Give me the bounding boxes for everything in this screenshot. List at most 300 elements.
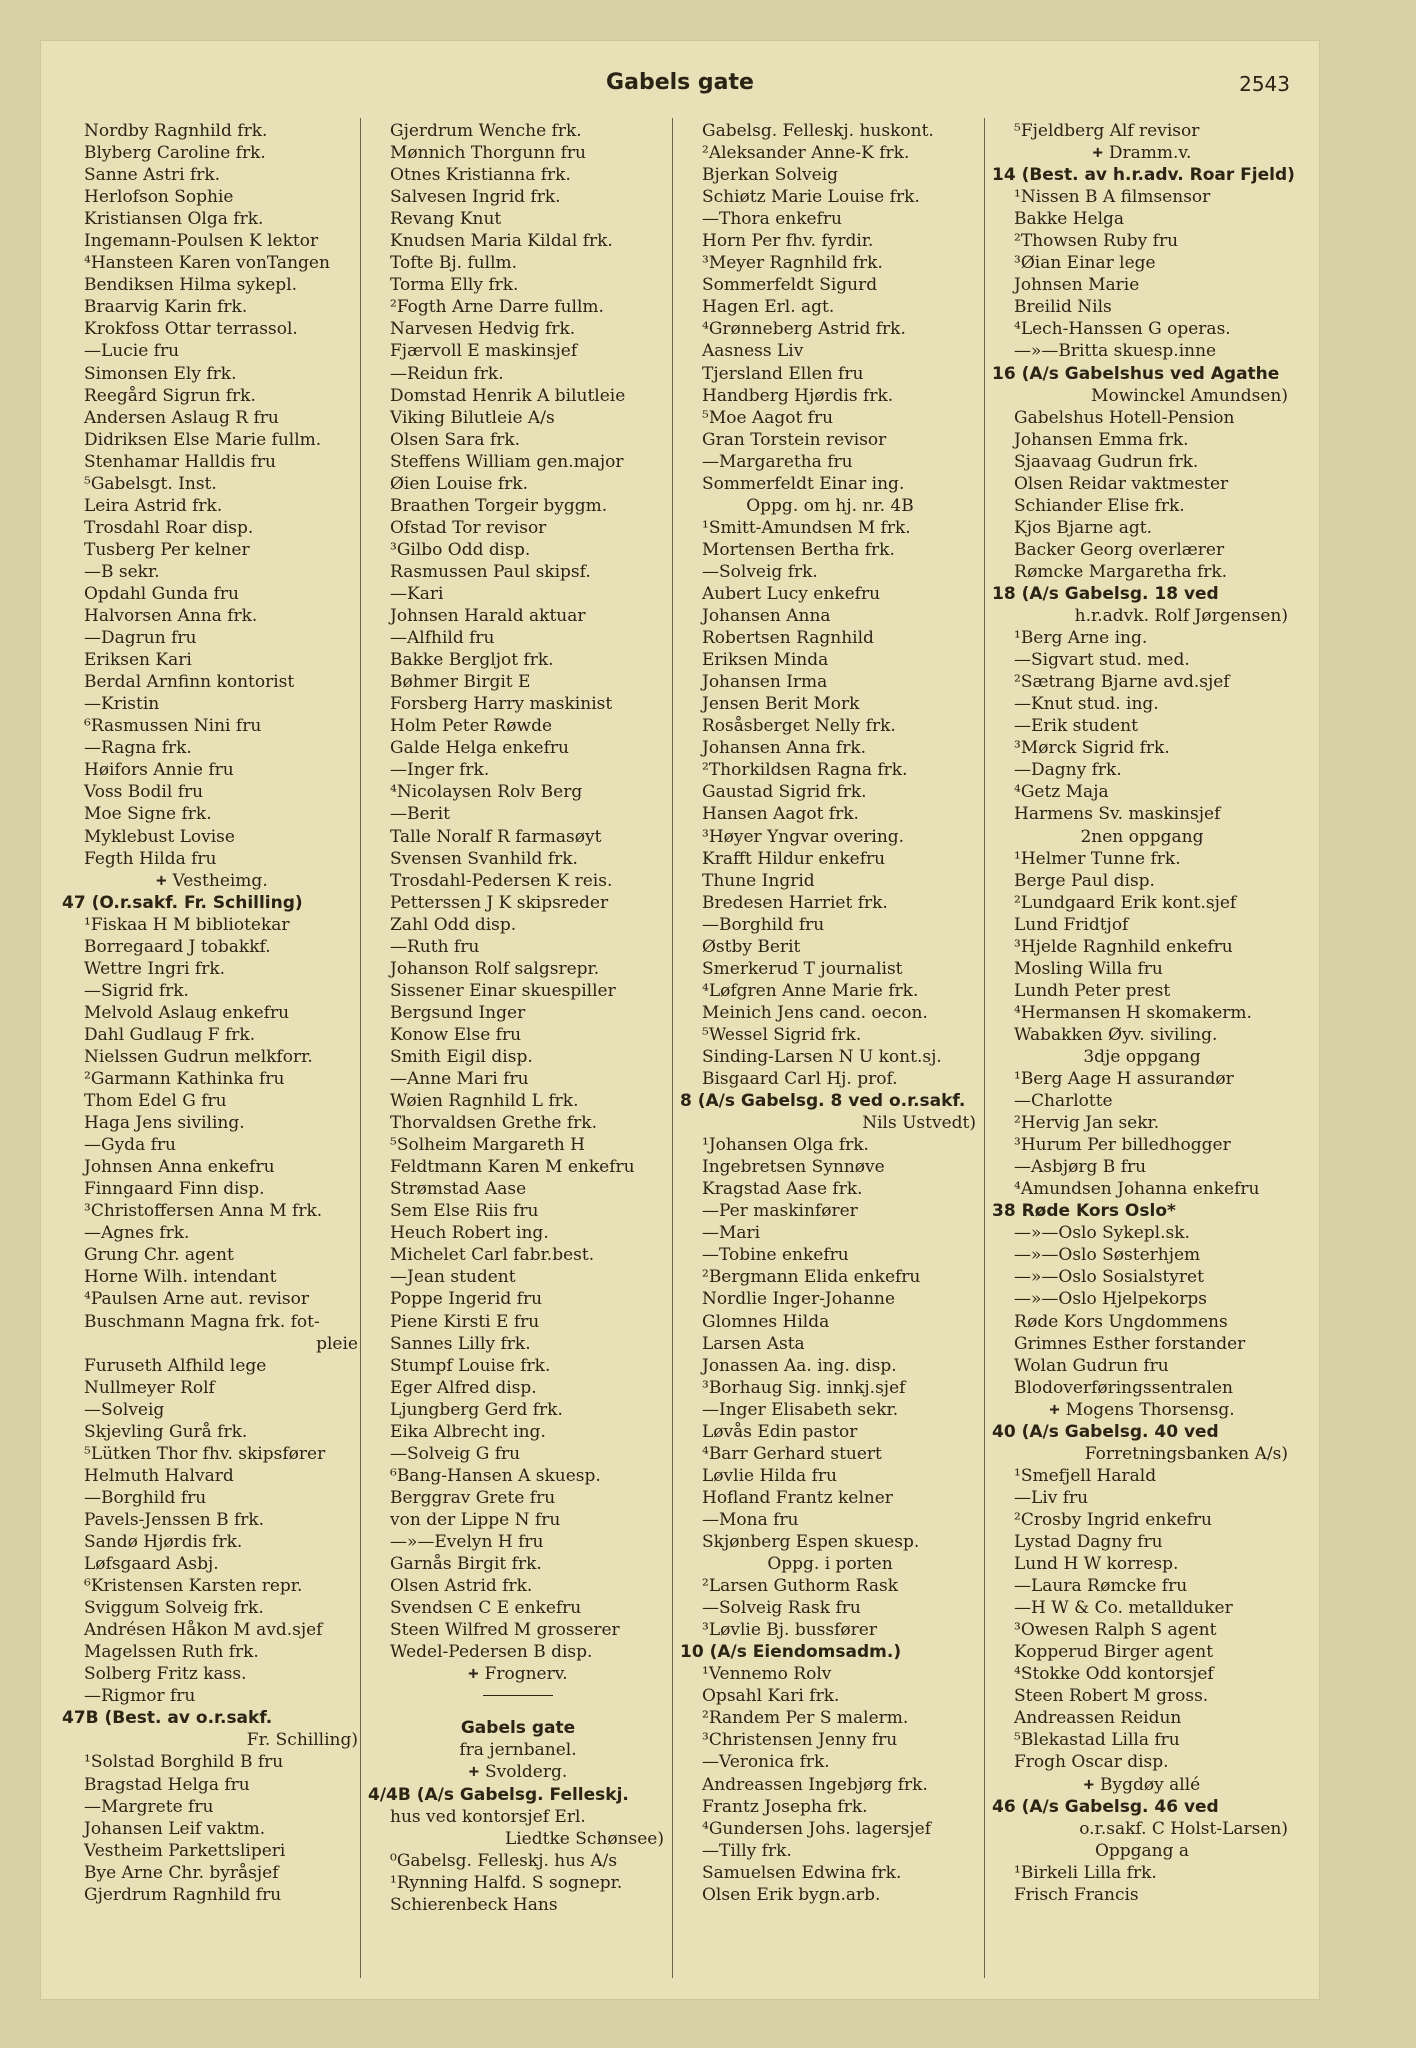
listing-entry: Nordlie Inger-Johanne <box>702 1289 896 1310</box>
listing-entry: Forsberg Harry maskinist <box>390 694 613 715</box>
listing-entry: Sinding-Larsen N U kont.sj. <box>702 1046 942 1067</box>
listing-entry: Frantz Josepha frk. <box>702 1796 868 1817</box>
listing-entry: Johansen Anna frk. <box>702 738 867 759</box>
listing-entry: ⁵Wessel Sigrid frk. <box>702 1024 862 1045</box>
listing-entry: —»—Evelyn H fru <box>390 1532 544 1552</box>
listing-entry: ⁵Solheim Margareth H <box>390 1135 585 1156</box>
listing-entry: Samuelsen Edwina frk. <box>702 1862 902 1883</box>
column-divider <box>672 118 673 1978</box>
listing-entry: —Agnes frk. <box>84 1223 190 1244</box>
listing-entry: Svensen Svanhild frk. <box>390 848 578 869</box>
listing-entry: —Mona fru <box>702 1509 799 1530</box>
listing-entry: Skjevling Gurå frk. <box>84 1421 248 1442</box>
listing-entry: —Per maskinfører <box>702 1201 858 1222</box>
listing-entry: Smerkerud T journalist <box>702 958 903 979</box>
listing-entry: Galde Helga enkefru <box>390 738 569 759</box>
listing-entry: —»—Oslo Hjelpekorps <box>1014 1289 1207 1310</box>
listing-entry: Schiander Elise frk. <box>1014 495 1185 516</box>
listing-entry: Haga Jens siviling. <box>84 1113 245 1134</box>
listing-entry: ³Christensen Jenny fru <box>702 1730 898 1751</box>
page-title: Gabels gate <box>606 70 754 95</box>
listing-entry: Breilid Nils <box>1014 297 1112 318</box>
listing-entry: ⁴Barr Gerhard stuert <box>702 1443 882 1464</box>
listing-entry: ¹Birkeli Lilla frk. <box>1014 1862 1157 1883</box>
listing-entry: ⁴Hermansen H skomakerm. <box>1014 1002 1252 1023</box>
listing-entry: Sommerfeldt Sigurd <box>702 275 878 296</box>
listing-entry: Løvås Edin pastor <box>702 1421 858 1442</box>
listing-entry: —Charlotte <box>1014 1091 1113 1112</box>
listing-entry: —Kristin <box>84 694 160 715</box>
listing-entry: ³Borhaug Sig. innkj.sjef <box>702 1377 906 1398</box>
listing-entry: Backer Georg overlærer <box>1014 539 1225 560</box>
listing-entry: Kristiansen Olga frk. <box>84 209 264 230</box>
listing-entry: Horn Per fhv. fyrdir. <box>702 231 874 252</box>
listing-entry: ²Lundgaard Erik kont.sjef <box>1014 892 1237 913</box>
listing-entry: Svendsen C E enkefru <box>390 1598 582 1619</box>
listing-entry: —Inger frk. <box>390 760 490 781</box>
listing-entry: ¹Smitt-Amundsen M frk. <box>702 517 911 538</box>
listing-entry: Hofland Frantz kelner <box>702 1487 893 1508</box>
heading-continuation: Nils Ustvedt) <box>862 1113 976 1134</box>
listing-entry: ¹Berg Aage H assurandør <box>1014 1069 1234 1090</box>
page-header <box>40 70 1320 110</box>
listing-entry: ¹Johansen Olga frk. <box>702 1135 869 1156</box>
listing-entry: Glomnes Hilda <box>702 1311 830 1332</box>
listing-entry: —Liv fru <box>1014 1487 1089 1508</box>
listing-entry: —»—Oslo Sosialstyret <box>1014 1267 1204 1288</box>
listing-entry: Simonsen Ely frk. <box>84 363 237 384</box>
listing-entry: Stenhamar Halldis fru <box>84 451 277 472</box>
listing-entry: Smith Eigil disp. <box>390 1046 533 1067</box>
listing-entry: ⁴Lech-Hanssen G operas. <box>1014 319 1231 340</box>
listing-entry: Schierenbeck Hans <box>390 1894 558 1915</box>
listing-entry: Berge Paul disp. <box>1014 870 1155 891</box>
building-heading: 46 (A/s Gabelsg. 46 ved <box>992 1796 1219 1817</box>
listing-entry: Otnes Kristianna frk. <box>390 165 571 186</box>
listing-entry: ¹Rynning Halfd. S sognepr. <box>390 1872 623 1893</box>
building-heading: 47B (Best. av o.r.sakf. <box>62 1708 273 1729</box>
listing-entry: Olsen Reidar vaktmester <box>1014 473 1229 494</box>
listing-entry: Domstad Henrik A bilutleie <box>390 385 626 406</box>
listing-entry: Helmuth Halvard <box>84 1465 234 1486</box>
listing-entry: Mønnich Thorgunn fru <box>390 143 586 164</box>
listing-entry: —Veronica frk. <box>702 1752 830 1773</box>
listing-entry: Eika Albrecht ing. <box>390 1421 546 1442</box>
listing-entry: Konow Else fru <box>390 1024 522 1045</box>
listing-entry: Fjærvoll E maskinsjef <box>390 341 578 362</box>
column-divider <box>984 118 985 1978</box>
listing-entry: Løvlie Hilda fru <box>702 1465 837 1486</box>
listing-entry: Larsen Asta <box>702 1333 805 1354</box>
listing-entry: —Solveig <box>84 1399 165 1420</box>
listing-entry: Dahl Gudlaug F frk. <box>84 1024 256 1045</box>
listing-entry: ²Larsen Guthorm Rask <box>702 1576 899 1597</box>
building-heading: 8 (A/s Gabelsg. 8 ved o.r.sakf. <box>680 1091 966 1112</box>
building-heading: 40 (A/s Gabelsg. 40 ved <box>992 1421 1219 1442</box>
listing-entry: Opdahl Gunda fru <box>84 583 239 604</box>
listing-entry: —Ruth fru <box>390 936 480 957</box>
listing-entry: Gjerdrum Ragnhild fru <box>84 1884 282 1905</box>
listing-entry: —Margrete fru <box>84 1796 214 1817</box>
listing-entry: Solberg Fritz kass. <box>84 1664 247 1685</box>
listing-entry: —»—Britta skuesp.inne <box>1014 341 1217 362</box>
listing-entry: Fegth Hilda fru <box>84 848 217 869</box>
cross-street: + Frognerv. <box>368 1663 668 1685</box>
listing-entry: Lund Fridtjof <box>1014 914 1129 935</box>
listing-entry: Nullmeyer Rolf <box>84 1377 215 1398</box>
listing-entry: Krafft Hildur enkefru <box>702 848 886 869</box>
listing-entry: Andrésen Håkon M avd.sjef <box>84 1620 323 1641</box>
listing-entry: ²Randem Per S malerm. <box>702 1708 909 1729</box>
building-heading: 16 (A/s Gabelshus ved Agathe <box>992 363 1280 384</box>
building-heading: 38 Røde Kors Oslo* <box>992 1201 1176 1222</box>
listing-entry: Wabakken Øyv. siviling. <box>1014 1024 1218 1045</box>
listing-entry: Mortensen Bertha frk. <box>702 539 895 560</box>
listing-entry: Bredesen Harriet frk. <box>702 892 888 913</box>
stairway-note: Oppg. i porten <box>767 1554 893 1575</box>
cross-street: + Dramm.v. <box>992 142 1292 164</box>
listing-entry: Bye Arne Chr. byråsjef <box>84 1862 279 1883</box>
building-heading: 10 (A/s Eiendomsadm.) <box>680 1642 902 1663</box>
listing-entry: Jensen Berit Mork <box>702 694 860 715</box>
building-heading: 18 (A/s Gabelsg. 18 ved <box>992 583 1219 604</box>
listing-entry: Braarvig Karin frk. <box>84 297 248 318</box>
listing-entry: hus ved kontorsjef Erl. <box>390 1806 586 1827</box>
listing-entry: Michelet Carl fabr.best. <box>390 1245 595 1266</box>
listing-entry: Bøhmer Birgit E <box>390 672 531 693</box>
listing-entry: ⁵Moe Aagot fru <box>702 407 834 428</box>
listing-entry: Andreassen Reidun <box>1014 1708 1182 1729</box>
heading-continuation: Fr. Schilling) <box>246 1730 358 1751</box>
listing-entry: —Lucie fru <box>84 341 180 362</box>
listing-entry: ²Thorkildsen Ragna frk. <box>702 760 908 781</box>
cross-street: + Bygdøy allé <box>992 1774 1292 1796</box>
stairway-note: fra jernbanel. <box>459 1740 577 1761</box>
listing-entry: Berdal Arnfinn kontorist <box>84 672 295 693</box>
listing-entry: ²Bergmann Elida enkefru <box>702 1267 921 1288</box>
listing-entry: Steen Wilfred M grosserer <box>390 1620 620 1641</box>
listing-entry: Gabelsg. Felleskj. huskont. <box>702 121 934 141</box>
cross-street: + Mogens Thorsensg. <box>992 1399 1292 1421</box>
heading-continuation: Mowinckel Amundsen) <box>1091 385 1288 406</box>
listing-entry: Blodoverføringssentralen <box>1014 1377 1233 1398</box>
listing-entry: ⁴Hansteen Karen vonTangen <box>84 253 330 274</box>
listing-entry: —Ragna frk. <box>84 738 192 759</box>
listing-entry: ²Aleksander Anne-K frk. <box>702 143 910 164</box>
listing-entry: Melvold Aslaug enkefru <box>84 1002 290 1023</box>
listing-entry: —Knut stud. ing. <box>1014 694 1159 715</box>
listing-entry: Trosdahl-Pedersen K reis. <box>390 870 613 891</box>
listing-entry: Moe Signe frk. <box>84 804 212 825</box>
listing-entry: ⁴Getz Maja <box>1014 782 1109 803</box>
listing-entry: ⁴Gundersen Johs. lagersjef <box>702 1818 932 1839</box>
listing-entry: ²Sætrang Bjarne avd.sjef <box>1014 672 1230 693</box>
listing-entry: Tjersland Ellen fru <box>702 363 864 384</box>
listing-entry: Sissener Einar skuespiller <box>390 980 616 1001</box>
listing-entry: Sannes Lilly frk. <box>390 1333 531 1354</box>
listing-entry: Eriksen Minda <box>702 650 829 671</box>
listing-entry: ³Løvlie Bj. bussfører <box>702 1620 877 1641</box>
listing-entry: Feldtmann Karen M enkefru <box>390 1157 635 1178</box>
listing-entry: Løfsgaard Asbj. <box>84 1554 219 1575</box>
listing-entry: Opsahl Kari frk. <box>702 1686 840 1707</box>
listing-entry: Ingemann-Poulsen K lektor <box>84 231 319 252</box>
listing-entry: Stumpf Louise frk. <box>390 1355 551 1376</box>
listing-entry: Gabelshus Hotell-Pension <box>1014 407 1235 428</box>
street-heading: Gabels gate <box>460 1718 576 1739</box>
listing-entry: Holm Peter Røwde <box>390 716 553 737</box>
listing-entry: —Inger Elisabeth sekr. <box>702 1399 899 1420</box>
listing-entry: Heuch Robert ing. <box>390 1223 549 1244</box>
listing-entry: Thom Edel G fru <box>84 1091 227 1112</box>
listing-entry: Lund H W korresp. <box>1014 1554 1179 1575</box>
listing-entry: Garnås Birgit frk. <box>390 1554 542 1575</box>
listing-entry: Sjaavaag Gudrun frk. <box>1014 451 1199 472</box>
listing-entry: Halvorsen Anna frk. <box>84 606 258 627</box>
listing-entry: Ingebretsen Synnøve <box>702 1157 885 1178</box>
listing-entry: Tofte Bj. fullm. <box>390 253 518 274</box>
listing-entry: Narvesen Hedvig frk. <box>390 319 576 340</box>
listing-entry: —»—Oslo Søsterhjem <box>1014 1245 1201 1266</box>
listing-entry: Johansen Emma frk. <box>1014 429 1189 450</box>
listing-entry: Pavels-Jenssen B frk. <box>84 1509 265 1530</box>
listing-entry: Skjønberg Espen skuesp. <box>702 1532 920 1552</box>
listing-entry: Lystad Dagny fru <box>1014 1532 1163 1552</box>
listing-entry: Sem Else Riis fru <box>390 1201 539 1222</box>
listing-entry: Ofstad Tor revisor <box>390 517 547 538</box>
listing-entry: ³Hjelde Ragnhild enkefru <box>1014 936 1233 957</box>
building-heading: 47 (O.r.sakf. Fr. Schilling) <box>62 892 303 913</box>
listing-entry: ¹Smefjell Harald <box>1014 1465 1157 1486</box>
listing-entry: ⁵Lütken Thor fhv. skipsfører <box>84 1443 326 1464</box>
column-3 <box>680 120 980 1906</box>
listing-entry: Gjerdrum Wenche frk. <box>390 121 582 141</box>
column-4 <box>992 120 1295 1906</box>
section-rule <box>368 1695 668 1717</box>
listing-entry: Borregaard J tobakkf. <box>84 936 271 957</box>
listing-entry: von der Lippe N fru <box>390 1509 561 1530</box>
listing-entry: Aubert Lucy enkefru <box>702 583 881 604</box>
listing-entry: —Mari <box>702 1223 761 1244</box>
listing-entry: —Borghild fru <box>84 1487 207 1508</box>
listing-entry: Steen Robert M gross. <box>1014 1686 1209 1707</box>
listing-entry: —»—Oslo Sykepl.sk. <box>1014 1223 1190 1244</box>
listing-entry: Bjerkan Solveig <box>702 165 839 186</box>
listing-entry: Bisgaard Carl Hj. prof. <box>702 1069 898 1090</box>
listing-entry: Øien Louise frk. <box>390 473 529 494</box>
listing-entry: ³Mørck Sigrid frk. <box>1014 738 1170 759</box>
listing-entry: Jonassen Aa. ing. disp. <box>702 1355 897 1376</box>
listing-entry: —Laura Rømcke fru <box>1014 1576 1188 1597</box>
listing-entry: Didriksen Else Marie fullm. <box>84 429 322 450</box>
listing-entry: Voss Bodil fru <box>84 782 204 803</box>
listing-entry: Wolan Gudrun fru <box>1014 1355 1169 1376</box>
listing-entry: Kragstad Aase frk. <box>702 1179 863 1200</box>
listing-entry: Andreassen Ingebjørg frk. <box>702 1774 928 1795</box>
listing-entry: ⁵Fjeldberg Alf revisor <box>1014 121 1200 141</box>
listing-entry: —Solveig frk. <box>702 561 818 582</box>
listing-entry: Ljungberg Gerd frk. <box>390 1399 563 1420</box>
listing-entry: Zahl Odd disp. <box>390 914 517 935</box>
listing-entry: Blyberg Caroline frk. <box>84 143 266 164</box>
listing-entry: —Margaretha fru <box>702 451 853 472</box>
listing-entry: ⁰Gabelsg. Felleskj. hus A/s <box>390 1850 618 1871</box>
listing-entry: —Solveig G fru <box>390 1443 521 1464</box>
page-number: 2543 <box>1239 72 1290 96</box>
listing-entry: —Sigvart stud. med. <box>1014 650 1190 671</box>
listing-entry: ⁴Løfgren Anne Marie frk. <box>702 980 919 1001</box>
listing-entry: Trosdahl Roar disp. <box>84 517 254 538</box>
listing-entry: Revang Knut <box>390 209 502 230</box>
listing-entry: —Anne Mari fru <box>390 1069 529 1090</box>
listing-entry: ⁶Kristensen Karsten repr. <box>84 1576 303 1597</box>
listing-entry: Vestheim Parkettsliperi <box>84 1840 286 1861</box>
listing-entry: ⁴Nicolaysen Rolv Berg <box>390 782 583 803</box>
listing-entry: —Erik student <box>1014 716 1138 737</box>
listing-entry: Harmens Sv. maskinsjef <box>1014 804 1221 825</box>
listing-entry: —Dagrun fru <box>84 628 197 649</box>
heading-continuation: o.r.sakf. C Holst-Larsen) <box>1079 1818 1288 1839</box>
listing-entry: ¹Vennemo Rolv <box>702 1664 832 1685</box>
listing-entry: Bendiksen Hilma sykepl. <box>84 275 298 296</box>
listing-entry: Røde Kors Ungdommens <box>1014 1311 1228 1332</box>
listing-entry: ³Christoffersen Anna M frk. <box>84 1201 323 1222</box>
listing-entry: Grung Chr. agent <box>84 1245 234 1266</box>
heading-continuation: Forretningsbanken A/s) <box>1084 1443 1288 1464</box>
listing-entry: Robertsen Ragnhild <box>702 628 874 649</box>
listing-entry: Olsen Erik bygn.arb. <box>702 1884 881 1905</box>
listing-entry: Tusberg Per kelner <box>84 539 250 560</box>
column-1 <box>62 120 362 1906</box>
listing-entry: ²Garmann Kathinka fru <box>84 1069 285 1090</box>
listing-entry: ¹Nissen B A filmsensor <box>1014 187 1211 208</box>
listing-entry: Grimnes Esther forstander <box>1014 1333 1246 1354</box>
listing-entry: Sanne Astri frk. <box>84 165 221 186</box>
listing-entry: Strømstad Aase <box>390 1179 527 1200</box>
listing-entry: Kopperud Birger agent <box>1014 1642 1214 1663</box>
listing-entry: —Sigrid frk. <box>84 980 189 1001</box>
listing-entry: Steffens William gen.major <box>390 451 624 472</box>
listing-entry: Rømcke Margaretha frk. <box>1014 561 1228 582</box>
listing-entry: Magelssen Ruth frk. <box>84 1642 259 1663</box>
listing-entry: ¹Helmer Tunne frk. <box>1014 848 1181 869</box>
listing-entry: Nordby Ragnhild frk. <box>84 121 268 141</box>
cross-street: + Vestheimg. <box>62 870 362 892</box>
listing-entry: ¹Solstad Borghild B fru <box>84 1752 284 1773</box>
listing-entry: Myklebust Lovise <box>84 826 235 847</box>
stairway-note: 3dje oppgang <box>1083 1046 1201 1067</box>
listing-entry: Johansen Anna <box>702 606 831 627</box>
listing-entry: ⁴Amundsen Johanna enkefru <box>1014 1179 1260 1200</box>
listing-entry: Johnsen Marie <box>1014 275 1140 296</box>
listing-entry: Rasmussen Paul skipsf. <box>390 561 591 582</box>
listing-entry: ³Hurum Per billedhogger <box>1014 1135 1231 1156</box>
building-heading: 4/4B (A/s Gabelsg. Felleskj. <box>368 1784 629 1805</box>
listing-entry: —Berit <box>390 804 450 825</box>
directory-page <box>40 40 1320 2000</box>
listing-entry: Eger Alfred disp. <box>390 1377 537 1398</box>
listing-entry: —H W & Co. metallduker <box>1014 1598 1233 1619</box>
listing-entry: —Tilly frk. <box>702 1840 792 1861</box>
listing-entry: Sandø Hjørdis frk. <box>84 1532 243 1552</box>
cross-street: + Svolderg. <box>368 1761 668 1783</box>
listing-entry: Rosåsberget Nelly frk. <box>702 716 896 737</box>
listing-entry: ⁶Rasmussen Nini fru <box>84 716 262 737</box>
listing-entry: Gran Torstein revisor <box>702 429 887 450</box>
listing-entry: ³Owesen Ralph S agent <box>1014 1620 1217 1641</box>
listing-entry: Olsen Sara frk. <box>390 429 521 450</box>
listing-entry: Herlofson Sophie <box>84 187 234 208</box>
listing-entry: ²Thowsen Ruby fru <box>1014 231 1179 252</box>
listing-entry: —Jean student <box>390 1267 516 1288</box>
listing-entry: Meinich Jens cand. oecon. <box>702 1002 928 1023</box>
listing-entry: Talle Noralf R farmasøyt <box>390 826 602 847</box>
listing-entry: Buschmann Magna frk. fot- <box>84 1311 320 1332</box>
listing-entry: Aasness Liv <box>702 341 804 362</box>
listing-entry: Salvesen Ingrid frk. <box>390 187 561 208</box>
listing-entry: Bakke Bergljot frk. <box>390 650 554 671</box>
listing-entry: —Reidun frk. <box>390 363 504 384</box>
listing-entry: Thorvaldsen Grethe frk. <box>390 1113 597 1134</box>
listing-entry: —Asbjørg B fru <box>1014 1157 1147 1178</box>
listing-entry: ⁴Paulsen Arne aut. revisor <box>84 1289 310 1310</box>
listing-entry: Piene Kirsti E fru <box>390 1311 540 1332</box>
listing-entry: Handberg Hjørdis frk. <box>702 385 894 406</box>
listing-entry: ¹Fiskaa H M bibliotekar <box>84 914 290 935</box>
listing-entry: Høifors Annie fru <box>84 760 234 781</box>
listing-entry: Sviggum Solveig frk. <box>84 1598 264 1619</box>
stairway-note: 2nen oppgang <box>1080 826 1204 847</box>
listing-entry: Schiøtz Marie Louise frk. <box>702 187 920 208</box>
listing-entry: Østby Berit <box>702 936 801 957</box>
listing-entry: Reegård Sigrun frk. <box>84 385 256 406</box>
listing-entry: ¹Berg Arne ing. <box>1014 628 1148 649</box>
listing-entry: ⁶Bang-Hansen A skuesp. <box>390 1465 601 1486</box>
listing-entry: Braathen Torgeir byggm. <box>390 495 608 516</box>
listing-entry: Kjos Bjarne agt. <box>1014 517 1153 538</box>
listing-entry: Poppe Ingerid fru <box>390 1289 543 1310</box>
listing-entry: Finngaard Finn disp. <box>84 1179 265 1200</box>
listing-entry: Bragstad Helga fru <box>84 1774 250 1795</box>
listing-entry: Johnsen Harald aktuar <box>390 606 586 627</box>
listing-entry: ⁵Gabelsgt. Inst. <box>84 473 217 494</box>
stairway-note: Oppg. om hj. nr. 4B <box>746 495 914 516</box>
listing-entry: Frisch Francis <box>1014 1884 1139 1905</box>
listing-entry: ³Gilbo Odd disp. <box>390 539 531 560</box>
listing-entry: —Tobine enkefru <box>702 1245 849 1266</box>
listing-entry: Johanson Rolf salgsrepr. <box>390 958 600 979</box>
listing-entry: Viking Bilutleie A/s <box>390 407 555 428</box>
stairway-note: Oppgang a <box>1094 1840 1190 1861</box>
heading-continuation: Liedtke Schønsee) <box>504 1828 664 1849</box>
listing-entry: Johnsen Anna enkefru <box>84 1157 275 1178</box>
listing-entry: Torma Elly frk. <box>390 275 519 296</box>
listing-entry: Knudsen Maria Kildal frk. <box>390 231 613 252</box>
listing-entry: —Solveig Rask fru <box>702 1598 861 1619</box>
listing-entry: ²Crosby Ingrid enkefru <box>1014 1509 1212 1530</box>
heading-continuation: h.r.advk. Rolf Jørgensen) <box>1074 606 1288 627</box>
listing-entry: Eriksen Kari <box>84 650 192 671</box>
listing-entry: Bergsund Inger <box>390 1002 526 1023</box>
listing-entry: ²Fogth Arne Darre fullm. <box>390 297 604 318</box>
listing-entry: ⁴Grønneberg Astrid frk. <box>702 319 906 340</box>
listing-entry: Leira Astrid frk. <box>84 495 223 516</box>
listing-entry: Johansen Leif vaktm. <box>84 1818 266 1839</box>
column-2 <box>368 120 668 1916</box>
listing-entry: —Kari <box>390 583 444 604</box>
listing-entry: Sommerfeldt Einar ing. <box>702 473 905 494</box>
heading-continuation: pleie <box>316 1333 358 1354</box>
